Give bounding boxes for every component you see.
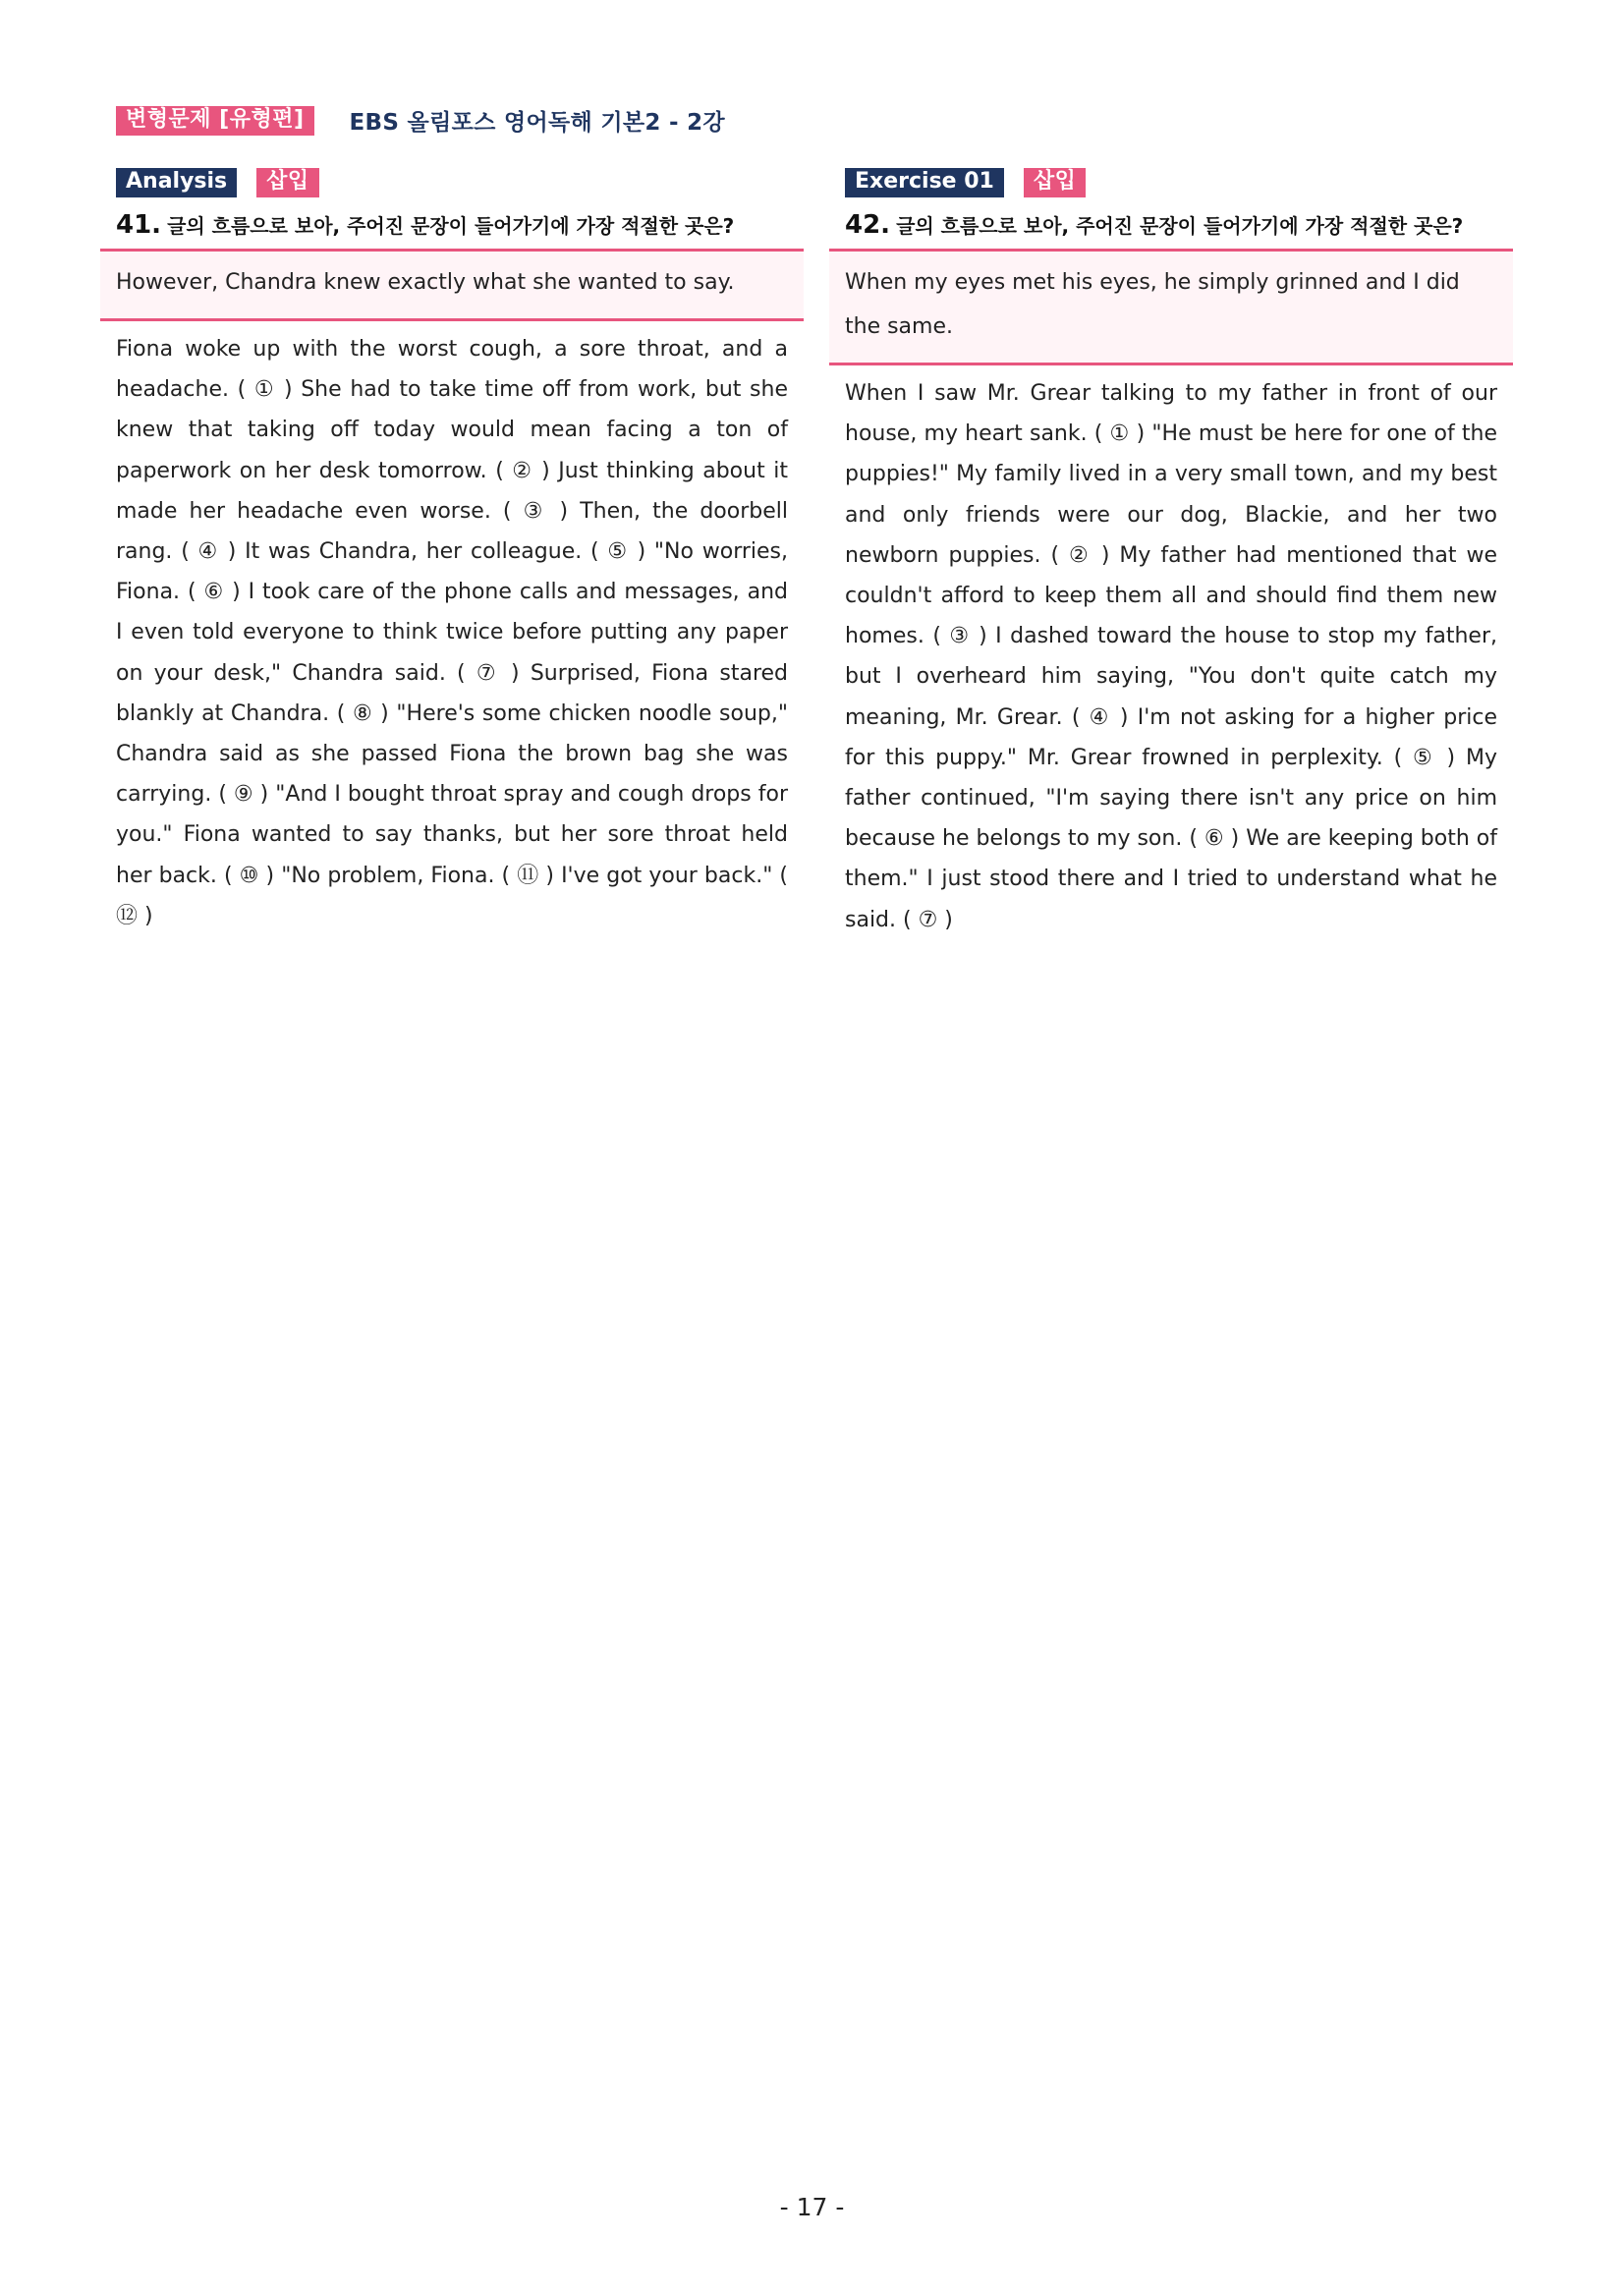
page-number: - 17 - (779, 2193, 845, 2221)
analysis-label: Analysis (116, 168, 237, 197)
passage-text: Fiona woke up with the worst cough, a sore throat, and a headache. ( ① ) She had to take time off from work, but she knew that taking off today would mean facing a ton of paperwork on her desk tomorrow. ( ② ) Just thinking about it made her headache even worse. ( ③ ) Then, the doorbell rang. ( ④ ) It was Chandra, her colleague. ( ⑤ ) "No worries, Fiona. ( ⑥ ) I took care of the phone calls and messages, and I even told everyone to think twice before putting any paper on your desk," Chandra said. ( ⑦ ) Surprised, Fiona stared blankly at Chandra. ( ⑧ ) "Here's some chicken noodle soup," Chandra said as she passed Fiona the brown bag she was carrying. ( ⑨ ) "And I bought throat spray and cough drops for you." Fiona wanted to say thanks, but her sore throat held her back. ( ⑩ ) "No problem, Fiona. ( ⑪ ) I've got your back." ( ⑫ ) (116, 337, 788, 928)
given-sentence-box: When my eyes met his eyes, he simply grinned and I did the same. (829, 249, 1513, 365)
question-text: 글의 흐름으로 보아, 주어진 문장이 들어가기에 가장 적절한 곳은? (896, 214, 1464, 238)
page-header (116, 104, 725, 137)
passage-text: When I saw Mr. Grear talking to my father in front of our house, my heart sank. ( ① ) "He must be here for one of the puppies!" My family lived in a very small town, and my best and only friends were our dog, Blackie, and her two newborn puppies. ( ② ) My father had mentioned that we couldn't afford to keep them all and should find them new homes. ( ③ ) I dashed toward the house to stop my father, but I overheard him saying, "You don't quite catch my meaning, Mr. Grear. ( ④ ) I'm not asking for a higher price for this puppy." Mr. Grear frowned in perplexity. ( ⑤ ) My father continued, "I'm saying there isn't any price on him because he belongs to my son. ( ⑥ ) We are keeping both of them." I just stood there and I tried to understand what he said. ( ⑦ ) (845, 381, 1497, 932)
given-sentence-box: However, Chandra knew exactly what she wanted to say. (100, 249, 804, 321)
question-prompt (845, 206, 1513, 245)
question-number: 41. (116, 210, 162, 240)
question-number: 42. (845, 210, 891, 240)
question-text: 글의 흐름으로 보아, 주어진 문장이 들어가기에 가장 적절한 곳은? (167, 214, 735, 238)
question-42 (845, 169, 1513, 940)
question-41 (116, 169, 804, 936)
exercise-label: Exercise 01 (845, 168, 1004, 197)
category-tag: 변형문제 [유형편] (116, 106, 314, 136)
page-title: EBS 올림포스 영어독해 기본2 - 2강 (349, 110, 725, 136)
question-type-tag: 삽입 (1024, 168, 1087, 197)
question-prompt (116, 206, 804, 245)
question-type-tag: 삽입 (256, 168, 319, 197)
